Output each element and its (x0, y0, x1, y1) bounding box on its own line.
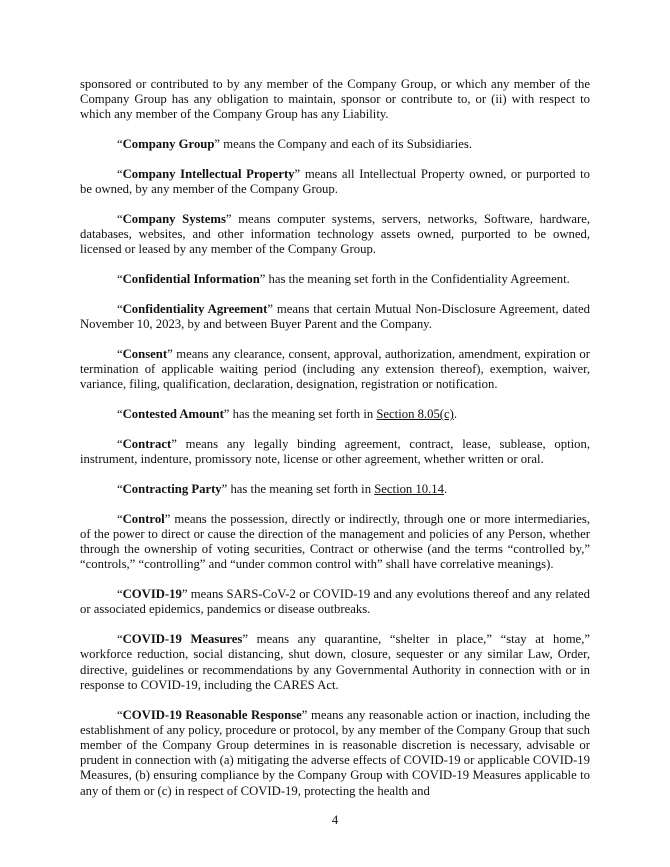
definition-text: ” means any quarantine, “shelter in place,” “stay at home,” workforce reduction, social distancing, shut down, closure, sequester or any similar Law, Order, directive, guidelines or recommendations by any Governmental Authority in connection with or in response to COVID-19, including the CARES Act. (80, 632, 590, 692)
definition-contested-amount: “Contested Amount” has the meaning set forth in Section 8.05(c). (117, 407, 458, 422)
section-reference: Section 10.14 (374, 482, 444, 496)
definition-control: “Control” means the possession, directly or indirectly, through one or more intermediaries, of the power to direct or cause the direction of the management and policies of any Person, whether through the ownership of voting securities, Contract or otherwise (and the terms “controlled by,” “controls,” “controlling” and “under common control with” shall have correlative meanings). (80, 511, 590, 572)
definition-text: ” means the possession, directly or indirectly, through one or more intermediaries, of the power to direct or cause the direction of the management and policies of any Person, whether through the ownership of voting securities, Contract or otherwise (and the terms “controlled by,” “controls,” “controlling” and “under common control with” shall have correlative meanings). (80, 511, 590, 572)
page-number: 4 (331, 813, 339, 827)
definition-confidentiality-agreement: “Confidentiality Agreement” means that certain Mutual Non-Disclosure Agreement, dated November 10, 2023, by and between Buyer Parent and the Company. (80, 302, 590, 332)
definition-text: ” means any reasonable action or inaction, including the establishment of any policy, procedure or protocol, by any member of the Company Group that such member of the Company Group determines in is reasonable discretion is necessary, advisable or prudent in connection with (a) mitigating the adverse effects of COVID-19 or applicable COVID-19 Measures, (b) ensuring compliance by the Company Group with COVID-19 Measures applicable to any of them or (c) in respect of COVID-19, protecting the health and (80, 707, 590, 798)
definition-confidential-information: “Confidential Information” has the meaning set forth in the Confidentiality Agreement. (117, 272, 570, 287)
definition-text-end: . (444, 482, 448, 496)
defined-term: Company Intellectual Property (122, 167, 295, 181)
definition-text: ” has the meaning set forth in the Confidentiality Agreement. (259, 272, 570, 287)
section-reference: Section 8.05(c) (376, 407, 454, 422)
page-body (80, 77, 590, 813)
intro-paragraph (80, 77, 590, 123)
intro-text: sponsored or contributed to by any member of the Company Group, or which any member of the Company Group has any obligation to maintain, sponsor or contribute to, or (ii) with respect to which any member of the Company Group has any Liability. (80, 77, 590, 122)
definition-covid-19-measures: “COVID-19 Measures” means any quarantine, “shelter in place,” “stay at home,” workforce reduction, social distancing, shut down, closure, sequester or any similar Law, Order, directive, guidelines or recommendations by any Governmental Authority in connection with or in response to COVID-19, including the CARES Act. (80, 632, 590, 692)
definition-covid-19: “COVID-19” means SARS-CoV-2 or COVID-19 and any evolutions thereof and any related or associated epidemics, pandemics or disease outbreaks. (80, 587, 590, 617)
defined-term: Control (122, 511, 165, 526)
definition-covid-19-reasonable-response: “COVID-19 Reasonable Response” means any reasonable action or inaction, including the establishment of any policy, procedure or protocol, by any member of the Company Group that such member of the Company Group determines in is reasonable discretion is necessary, advisable or prudent in connection with (a) mitigating the adverse effects of COVID-19 or applicable COVID-19 Measures, (b) ensuring compliance by the Company Group with COVID-19 Measures applicable to any of them or (c) in respect of COVID-19, protecting the health and (80, 707, 590, 798)
definition-contracting-party: “Contracting Party” has the meaning set forth in Section 10.14. (117, 482, 448, 496)
defined-term: Confidential Information (122, 272, 260, 287)
definition-text: ” means any legally binding agreement, contract, lease, sublease, option, instrument, indenture, promissory note, license or other agreement, whether written or oral. (80, 437, 590, 467)
defined-term: Contested Amount (122, 407, 224, 422)
definition-text: ” has the meaning set forth in (221, 482, 375, 496)
defined-term: COVID-19 Measures (122, 632, 243, 647)
definition-company-systems: “Company Systems” means computer systems, servers, networks, Software, hardware, databases, websites, and other information technology assets owned, purported to be owned, licensed or leased by any member of the Company Group. (80, 212, 591, 257)
defined-term: Contract (122, 437, 172, 451)
definition-consent: “Consent” means any clearance, consent, approval, authorization, amendment, expiration or termination of applicable waiting period (including any extension thereof), exemption, waiver, variance, filing, qualification, declaration, designation, registration or notification. (80, 347, 590, 392)
defined-term: Confidentiality Agreement (122, 302, 268, 316)
definition-company-intellectual-property: “Company Intellectual Property” means all Intellectual Property owned, or purported to be owned, by any member of the Company Group. (80, 167, 590, 197)
defined-term: Company Systems (122, 212, 226, 226)
defined-term: Company Group (122, 137, 215, 152)
definition-text: ” means the Company and each of its Subsidiaries. (214, 137, 472, 152)
definition-text: ” means that certain Mutual Non-Disclosure Agreement, dated November 10, 2023, by and between Buyer Parent and the Company. (80, 302, 590, 332)
definition-text: ” means any clearance, consent, approval, authorization, amendment, expiration or termination of applicable waiting period (including any extension thereof), exemption, waiver, variance, filing, qualification, declaration, designation, registration or notification. (80, 347, 590, 392)
defined-term: COVID-19 (122, 587, 182, 602)
definition-text: ” means all Intellectual Property owned, or purported to be owned, by any member of the Company Group. (80, 167, 590, 197)
definition-text: ” means computer systems, servers, networks, Software, hardware, databases, websites, and other information technology assets owned, purported to be owned, licensed or leased by any member of the Company Group. (80, 212, 591, 257)
definition-text-end: . (453, 407, 458, 422)
defined-term: Contracting Party (122, 482, 222, 496)
defined-term: Consent (122, 347, 168, 361)
definition-company-group: “Company Group” means the Company and each of its Subsidiaries. (117, 137, 472, 152)
definition-text: ” means SARS-CoV-2 or COVID-19 and any evolutions thereof and any related or associated epidemics, pandemics or disease outbreaks. (80, 587, 590, 617)
definition-contract: “Contract” means any legally binding agreement, contract, lease, sublease, option, instrument, indenture, promissory note, license or other agreement, whether written or oral. (80, 437, 590, 467)
definition-text: ” has the meaning set forth in (223, 407, 377, 422)
defined-term: COVID-19 Reasonable Response (122, 707, 302, 722)
definitions-list (80, 137, 590, 799)
